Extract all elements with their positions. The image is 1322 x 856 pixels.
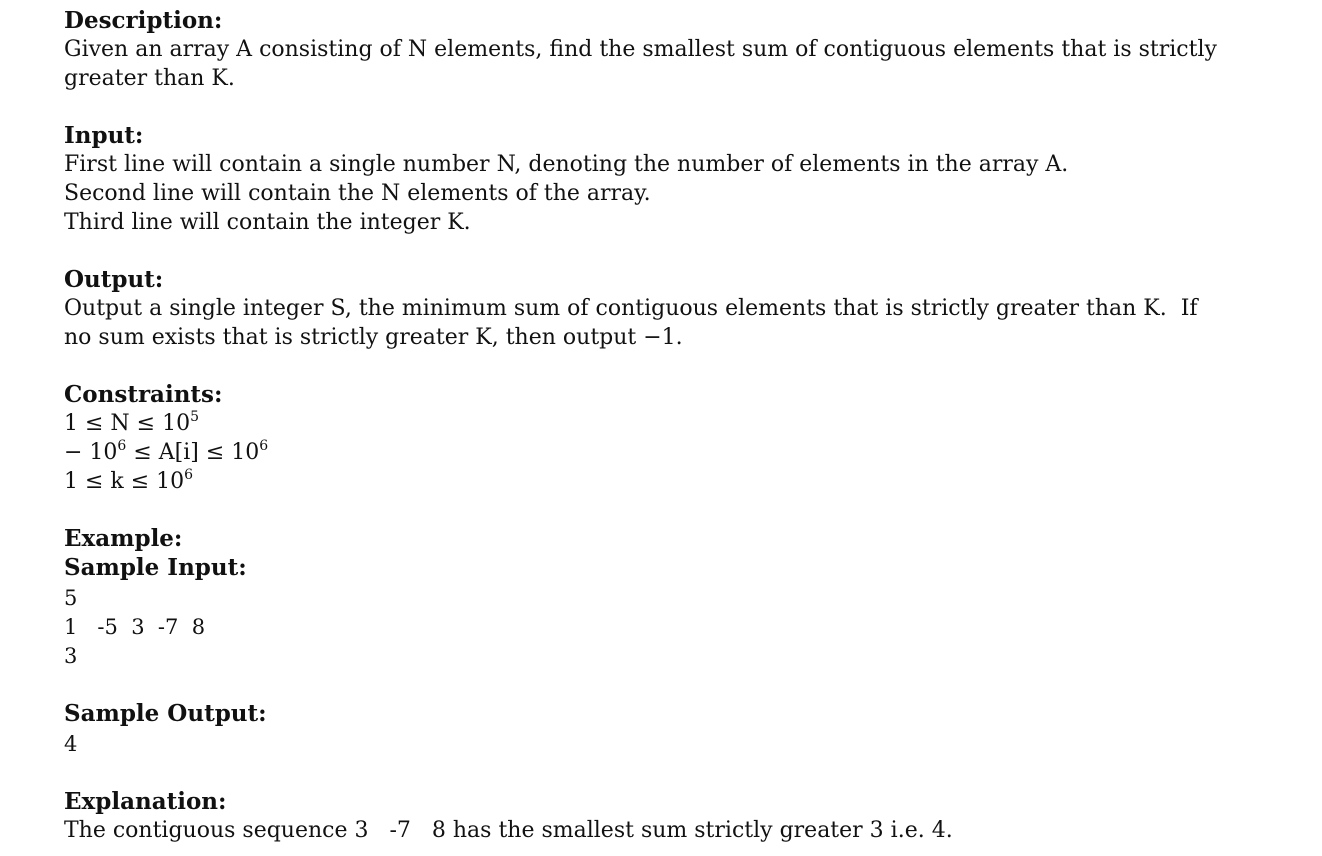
constraints-list [64,409,1264,496]
explanation-line: The contiguous sequence 3 -7 8 has the smallest sum strictly greater 3 i.e. 4. [64,818,953,843]
constraints-section [64,380,1264,496]
output-section [64,265,1264,352]
description-heading: Description: [64,7,223,34]
input-line: Second line will contain the N elements of the array. [64,181,651,206]
constraint-exponent: 6 [184,467,194,483]
description-line: Given an array A consisting of N elements, find the smallest sum of contiguous elements that is strictly [64,37,1217,62]
sample-output-heading: Sample Output: [64,700,267,727]
input-text [64,150,1264,237]
output-line: Output a single integer S, the minimum sum of contiguous elements that is strictly greater than K. If [64,296,1198,321]
sample-input-line: 1 -5 3 -7 8 [64,615,206,639]
explanation-section [64,787,1264,845]
description-section [64,6,1264,93]
problem-statement [64,6,1264,845]
example-heading: Example: [64,525,183,552]
constraint-text: − 10 [64,440,118,465]
constraint-item [64,409,1264,438]
sample-input-line: 5 [64,586,78,610]
constraints-heading: Constraints: [64,381,223,408]
input-line: Third line will contain the integer K. [64,210,471,235]
explanation-heading: Explanation: [64,788,227,815]
description-line: greater than K. [64,66,235,91]
constraint-item [64,438,1264,467]
example-section [64,524,1264,671]
sample-input-block [64,584,1264,671]
constraint-exponent: 6 [259,438,269,454]
constraint-item [64,467,1264,496]
constraint-text: ≤ A[i] ≤ 10 [126,440,260,465]
output-heading: Output: [64,266,164,293]
sample-input-heading: Sample Input: [64,554,247,581]
sample-output-section [64,699,1264,759]
input-heading: Input: [64,122,144,149]
description-text [64,35,1264,93]
sample-input-line: 3 [64,644,78,668]
constraint-text: 1 ≤ N ≤ 10 [64,411,191,436]
output-text [64,294,1264,352]
sample-output-block [64,730,1264,759]
constraint-exponent: 5 [190,409,200,425]
explanation-text [64,816,1264,845]
constraint-exponent: 6 [117,438,127,454]
input-line: First line will contain a single number N, denoting the number of elements in the array A. [64,152,1069,177]
constraint-text: 1 ≤ k ≤ 10 [64,469,185,494]
sample-output-line: 4 [64,732,78,756]
input-section [64,121,1264,237]
output-line: no sum exists that is strictly greater K, then output −1. [64,325,683,350]
